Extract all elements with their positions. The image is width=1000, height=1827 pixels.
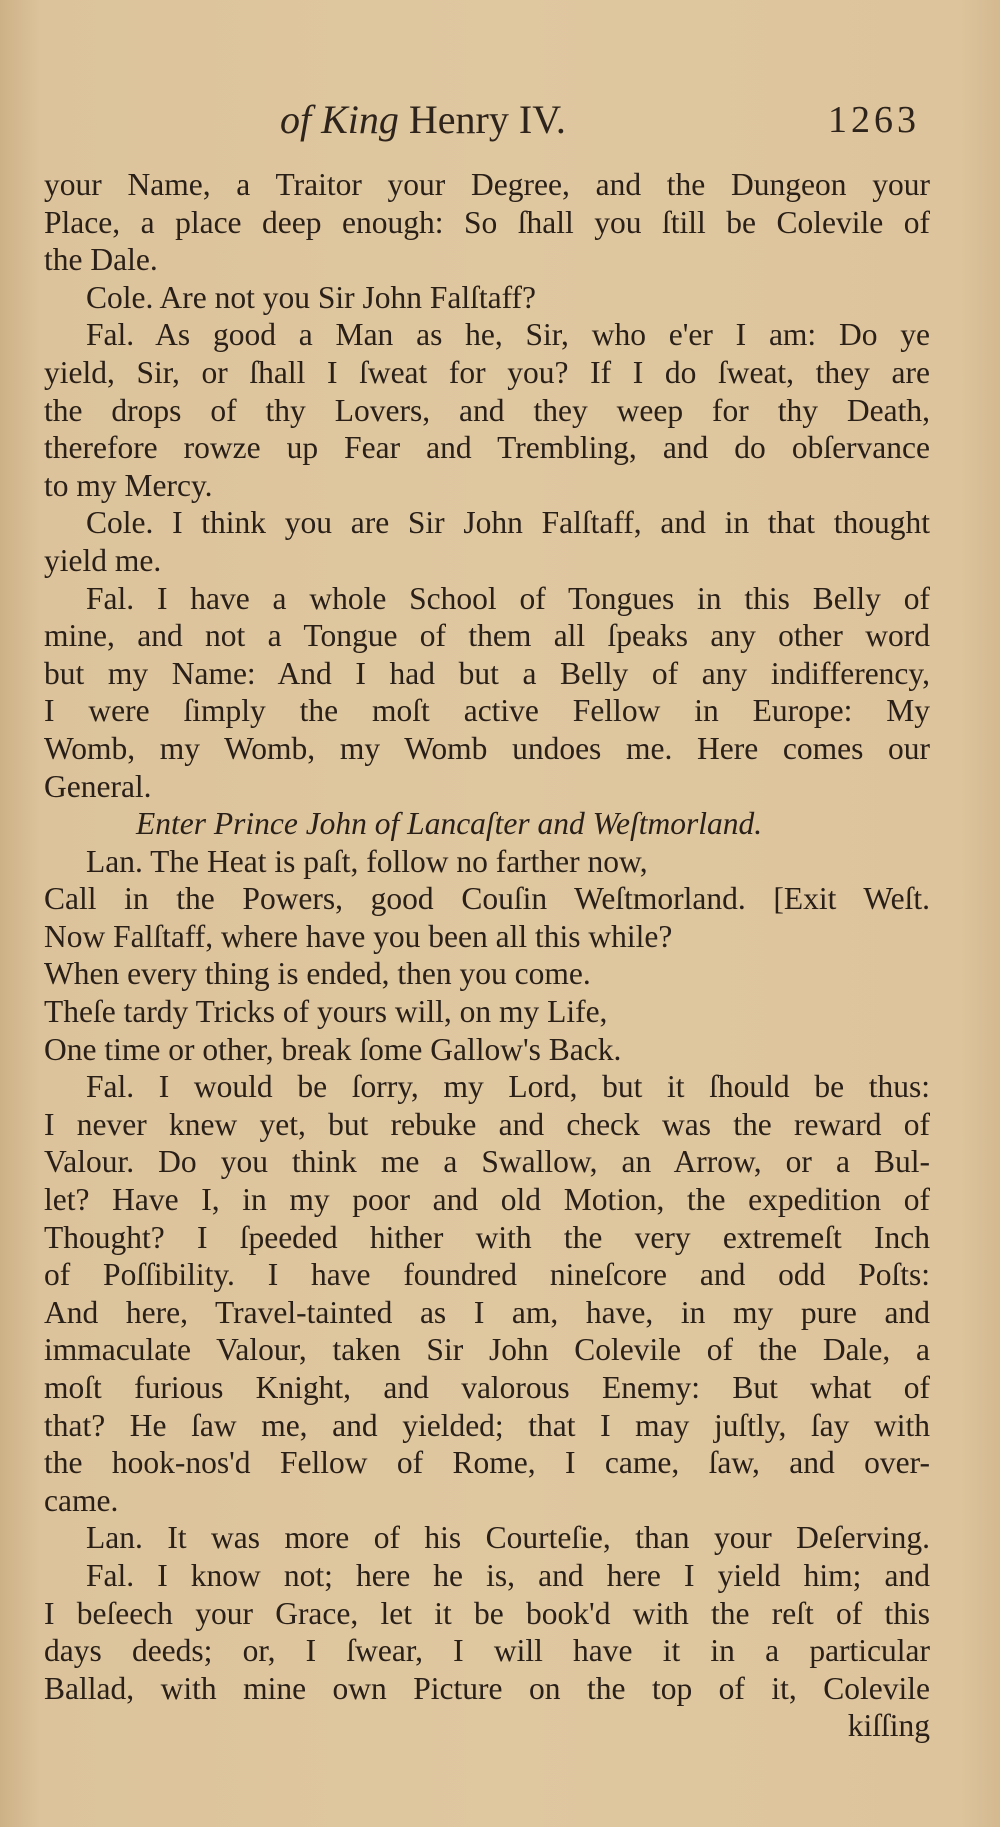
text-line: came. — [44, 1482, 119, 1518]
text-line: let? Have I, in my poor and old Motion, the expedition of — [44, 1182, 930, 1218]
text-line: I never knew yet, but rebuke and check was the reward of — [44, 1106, 930, 1142]
text-line: Theſe tardy Tricks of yours will, on my Life, — [44, 994, 608, 1030]
speech-line: Fal. I know not; here he is, and here I yield him; and — [86, 1557, 930, 1593]
text-line: mine, and not a Tongue of them all ſpeaks any other word — [44, 618, 930, 654]
text-line: Call in the Powers, good Couſin Weſtmorland. [Exit Weſt. — [44, 881, 930, 917]
text-line: that? He ſaw me, and yielded; that I may juſtly, ſay with — [44, 1407, 930, 1443]
text-line: the drops of thy Lovers, and they weep for thy Death, — [44, 392, 930, 428]
text-line: of Poſſibility. I have foundred nineſcore and odd Poſts: — [44, 1257, 930, 1293]
speech-line: Cole. I think you are Sir John Falſtaff, and in that thought — [86, 505, 930, 541]
stage-direction: Enter Prince John of Lancaſter and Weſtmorland. — [136, 806, 763, 842]
text-line: Thought? I ſpeeded hither with the very extremeſt Inch — [44, 1219, 930, 1255]
text-line: days deeds; or, I ſwear, I will have it in a particular — [44, 1633, 930, 1669]
text-line: One time or other, break ſome Gallow's Back. — [44, 1031, 622, 1067]
text-line: moſt furious Knight, and valorous Enemy: But what of — [44, 1370, 930, 1405]
text-line: Place, a place deep enough: So ſhall you ſtill be Colevile of — [44, 204, 930, 240]
text-line: to my Mercy. — [44, 467, 213, 503]
text-line: immaculate Valour, taken Sir John Colevile of the Dale, a — [44, 1332, 930, 1368]
catchword: kiſſing — [847, 1708, 930, 1744]
text-line: I were ſimply the moſt active Fellow in Europe: My — [44, 693, 930, 729]
text-line: but my Name: And I had but a Belly of any indifferency, — [44, 655, 930, 691]
speech-line: Lan. The Heat is paſt, follow no farther now, — [86, 843, 648, 879]
header-title-prefix: of King — [280, 97, 399, 142]
text-line: General. — [44, 768, 152, 804]
text-line: Womb, my Womb, my Womb undoes me. Here comes our — [44, 730, 930, 766]
speech-line: Fal. As good a Man as he, Sir, who e'er I am: Do ye — [86, 317, 930, 353]
text-line: yield me. — [44, 542, 162, 578]
text-line: Now Falſtaff, where have you been all this while? — [44, 918, 673, 954]
speech-line: Fal. I would be ſorry, my Lord, but it ſhould be thus: — [86, 1069, 930, 1105]
running-header — [280, 96, 920, 152]
text-line: I beſeech your Grace, let it be book'd with the reſt of this — [44, 1595, 930, 1631]
text-line: And here, Travel-tainted as I am, have, in my pure and — [44, 1294, 930, 1330]
speech-line: Cole. Are not you Sir John Falſtaff? — [86, 279, 536, 315]
text-line: therefore rowze up Fear and Trembling, and do obſervance — [44, 430, 930, 466]
text-line: the Dale. — [44, 242, 158, 278]
page-number: 1263 — [828, 99, 920, 141]
text-line: Valour. Do you think me a Swallow, an Arrow, or a Bul- — [44, 1144, 930, 1180]
text-line: When every thing is ended, then you come. — [44, 956, 591, 992]
header-title-main: Henry IV. — [408, 97, 566, 142]
text-line: the hook-nos'd Fellow of Rome, I came, ſaw, and over- — [44, 1445, 930, 1481]
text-line: yield, Sir, or ſhall I ſweat for you? If I do ſweat, they are — [44, 354, 930, 390]
play-text — [44, 166, 930, 1745]
speech-line: Fal. I have a whole School of Tongues in this Belly of — [86, 580, 930, 616]
speech-line: Lan. It was more of his Courteſie, than your Deſerving. — [86, 1520, 930, 1556]
text-line: your Name, a Traitor your Degree, and the Dungeon your — [44, 167, 930, 202]
text-line: Ballad, with mine own Picture on the top of it, Colevile — [44, 1670, 930, 1706]
